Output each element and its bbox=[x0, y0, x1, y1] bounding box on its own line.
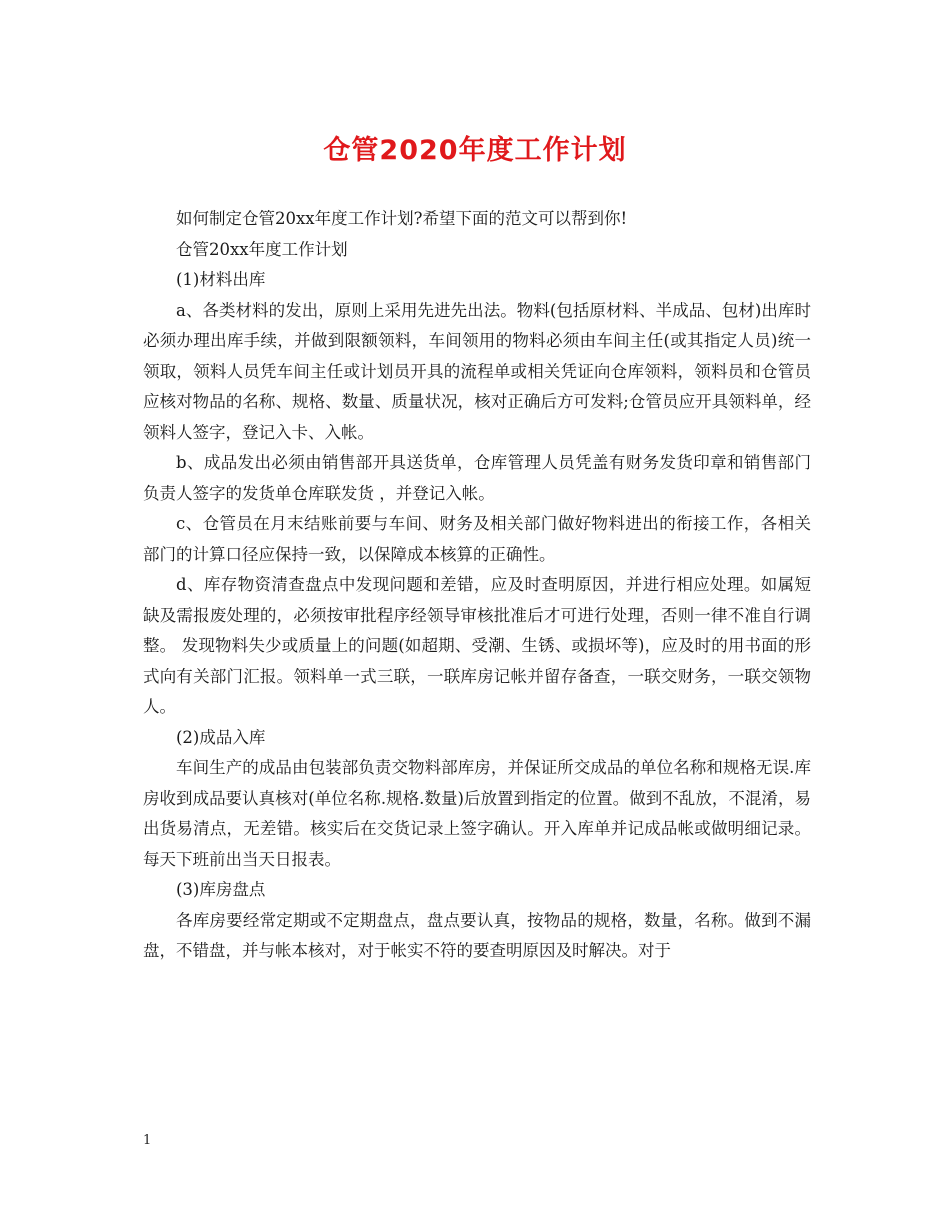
paragraph-intro: 如何制定仓管20xx年度工作计划?希望下面的范文可以帮到你! bbox=[176, 209, 628, 228]
section-heading-product-inbound: (2)成品入库 bbox=[176, 727, 266, 747]
paragraph-item-d: d、库存物资清查盘点中发现问题和差错，应及时查明原因，并进行相应处理。如属短缺及需报废处理的，必须按审批程序经领导审核批准后才可进行处理，否则一律不准自行调整。 发现物料失少或质量上的问题(如超期、受潮、生锈、或损坏等)，应及时的用书面的形式向有关部门汇报。领料单一式三联，一联库房记帐并留存备查，一联交财务，一联交领物人。 bbox=[143, 575, 811, 716]
paragraph-item-b: b、成品发出必须由销售部开具送货单，仓库管理人员凭盖有财务发货印章和销售部门负责人签字的发货单仓库联发货 ，并登记入帐。 bbox=[143, 453, 811, 503]
document-title: 仓管2020年度工作计划 bbox=[323, 135, 627, 166]
paragraph-inventory-count: 各库房要经常定期或不定期盘点，盘点要认真，按物品的规格，数量，名称。做到不漏盘，不错盘，并与帐本核对，对于帐实不符的要查明原因及时解决。对于 bbox=[143, 910, 811, 960]
paragraph-item-a: a、各类材料的发出，原则上采用先进先出法。物料(包括原材料、半成品、包材)出库时必须办理出库手续，并做到限额领料，车间领用的物料必须由车间主任(或其指定人员)统一领取，领料人员凭车间主任或计划员开具的流程单或相关凭证向仓库领料，领料员和仓管员应核对物品的名称、规格、数量、质量状况，核对正确后方可发料;仓管员应开具领料单，经领料人签字，登记入卡、入帐。 bbox=[143, 300, 811, 442]
section-heading-inventory-count: (3)库房盘点 bbox=[176, 880, 266, 899]
section-heading-material-outbound: (1)材料出库 bbox=[176, 270, 266, 289]
document-body bbox=[143, 204, 811, 967]
paragraph-item-c: c、仓管员在月末结账前要与车间、财务及相关部门做好物料进出的衔接工作，各相关部门的计算口径应保持一致，以保障成本核算的正确性。 bbox=[143, 514, 811, 564]
paragraph-subtitle: 仓管20xx年度工作计划 bbox=[176, 239, 348, 259]
paragraph-product-inbound: 车间生产的成品由包装部负责交物料部库房，并保证所交成品的单位名称和规格无误.库房收到成品要认真核对(单位名称.规格.数量)后放置到指定的位置。做到不乱放，不混淆，易出货易清点，无差错。核实后在交货记录上签字确认。开入库单并记成品帐或做明细记录。每天下班前出当天日报表。 bbox=[143, 758, 811, 869]
page-number: 1 bbox=[143, 1133, 152, 1148]
